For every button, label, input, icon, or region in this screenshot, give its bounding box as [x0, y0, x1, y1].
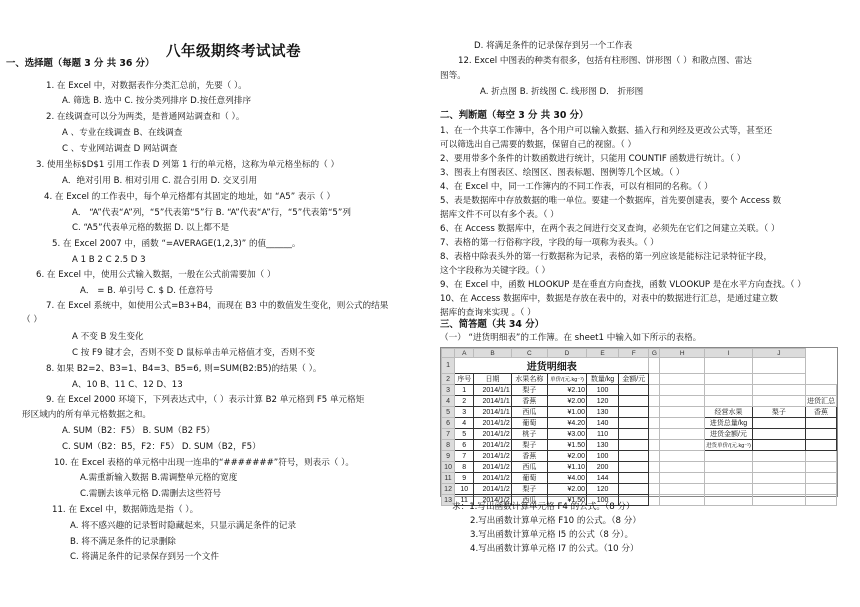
question-line: 8. 如果 B2=2、B3=1、B4=3、B5=6, 则=SUM(B2:B5)的结果（ ）。 [46, 364, 322, 374]
summary-header: 香蕉 [806, 407, 837, 418]
summary-title: 进货汇总 [806, 396, 837, 407]
cell-amount [619, 396, 649, 407]
cell-fruit: 香蕉 [511, 451, 547, 462]
table-row [442, 462, 837, 473]
section-heading: 一、选择题（每题 3 分 共 36 分） [6, 58, 155, 69]
column-header: I [705, 349, 753, 358]
cell-quantity: 200 [587, 462, 619, 473]
cell-index: 10 [455, 484, 474, 495]
question-line: 图等。 [440, 71, 466, 81]
cell-date: 2014/1/2 [474, 484, 511, 495]
cell-empty [705, 462, 753, 473]
cell-price: ¥1.10 [547, 462, 586, 473]
row-number: 11 [442, 473, 455, 484]
row-number: 9 [442, 451, 455, 462]
cell-empty [660, 484, 705, 495]
column-header: B [474, 349, 511, 358]
statement-line: 5、表是数据库中存放数据的唯一单位。要建一个数据库，首先要创建表，要个 Access 数 [440, 196, 782, 206]
statement-line: 2、要用带多个条件的计数函数进行统计，只能用 COUNTIF 函数进行统计。（ ） [440, 154, 746, 164]
row-number: 7 [442, 429, 455, 440]
column-header: D [547, 349, 586, 358]
table-row [442, 418, 837, 429]
cell-price: ¥2.10 [547, 385, 586, 396]
cell-price: ¥1.00 [547, 407, 586, 418]
cell-quantity: 130 [587, 407, 619, 418]
cell-fruit: 葡萄 [511, 418, 547, 429]
summary-row-label: 进货金额/元 [705, 429, 753, 440]
option-line: A 不变 B 发生变化 [72, 332, 144, 342]
cell-index: 7 [455, 451, 474, 462]
question-line: 1. 在 Excel 中，对数据表作分类汇总前，先要（ ）。 [46, 81, 247, 91]
summary-header: 梨子 [752, 407, 805, 418]
cell-empty [649, 385, 660, 396]
ask-line: 3.写出函数计算单元格 I5 的公式（8 分）。 [470, 530, 634, 540]
cell-empty [752, 451, 805, 462]
cell-fruit: 梨子 [511, 484, 547, 495]
option-line: B. 将不满足条件的记录删除 [70, 537, 176, 547]
cell-empty [660, 473, 705, 484]
cell-date: 2014/1/2 [474, 440, 511, 451]
cell-empty [806, 473, 837, 484]
table-row [442, 473, 837, 484]
cell-price: ¥1.50 [547, 440, 586, 451]
statement-line: 7、表格的第一行俗称字段，字段的每一项称为表头。（ ） [440, 238, 659, 248]
cell-empty [752, 484, 805, 495]
option-line: C. SUM（B2：B5，F2：F5） D. SUM（B2，F5） [62, 442, 261, 452]
cell-empty [649, 407, 660, 418]
cell-date: 2014/1/1 [474, 407, 511, 418]
column-header: F [619, 349, 649, 358]
cell-empty [649, 484, 660, 495]
option-line: A、10 B、11 C、12 D、13 [72, 380, 183, 390]
question-line: 7. 在 Excel 系统中，如使用公式=B3+B4，而现在 B3 中的数值发生变化，则公式的结果 [46, 301, 389, 311]
cell-empty [806, 451, 837, 462]
cell-quantity: 144 [587, 473, 619, 484]
cell-empty [806, 385, 837, 396]
spreadsheet-image [440, 347, 838, 504]
cell-empty [660, 385, 705, 396]
option-line: A． = B. 单引号 C. $ D. 任意符号 [80, 286, 214, 296]
header-cell: 单价/(元.kg⁻¹) [547, 374, 586, 385]
cell-empty [705, 451, 753, 462]
cell-index: 1 [455, 385, 474, 396]
question-line: （ ） [22, 315, 42, 325]
cell-index: 9 [455, 473, 474, 484]
option-line: C 按 F9 键才会，否则不变 D 鼠标单击单元格值才变，否则不变 [72, 348, 315, 358]
cell-quantity: 100 [587, 495, 619, 506]
cell-amount [619, 385, 649, 396]
statement-line: 3、图表上有图表区、绘图区、图表标题、图例等几个区域。（ ） [440, 168, 685, 178]
cell-price: ¥2.00 [547, 451, 586, 462]
cell-empty [649, 462, 660, 473]
cell-fruit: 葡萄 [511, 473, 547, 484]
cell-date: 2014/1/2 [474, 418, 511, 429]
cell-quantity: 130 [587, 440, 619, 451]
option-line: C. “A5”代表单元格的数据 D. 以上都不是 [72, 223, 230, 233]
cell-index: 6 [455, 440, 474, 451]
statement-line: 据库的查询来实现 。（ ） [440, 308, 536, 318]
question-line: 12. Excel 中图表的种类有很多，包括有柱形图、饼形图（ ）和散点图、雷达 [458, 56, 752, 66]
cell-amount [619, 429, 649, 440]
cell-empty [705, 484, 753, 495]
cell-fruit: 桃子 [511, 429, 547, 440]
question-line: 4. 在 Excel 的工作表中，每个单元格都有其固定的地址，如 “A5” 表示（ ） [44, 192, 336, 202]
column-header: J [752, 349, 805, 358]
cell-fruit: 香蕉 [511, 396, 547, 407]
row-number: 10 [442, 462, 455, 473]
cell-amount [619, 473, 649, 484]
question-line: 11. 在 Excel 中，数据筛选是指（ ）。 [52, 505, 199, 515]
sheet-row [442, 374, 837, 385]
cell-empty [752, 473, 805, 484]
table-row [442, 396, 837, 407]
option-line: C. 将满足条件的记录保存到另一个文件 [70, 552, 219, 562]
cell-empty [649, 418, 660, 429]
cell-fruit: 西瓜 [511, 495, 547, 506]
header-cell: 金额/元 [619, 374, 649, 385]
statement-line: 可以筛选出自己需要的数据，保留自己的视窗。（ ） [440, 140, 637, 150]
header-cell: 日期 [474, 374, 511, 385]
cell-fruit: 梨子 [511, 440, 547, 451]
cell-price: ¥4.00 [547, 473, 586, 484]
cell-amount [619, 462, 649, 473]
cell-empty [649, 440, 660, 451]
summary-row-label: 进货单价/(元.kg⁻¹) [705, 440, 753, 451]
cell-price: ¥4.20 [547, 418, 586, 429]
question-line: 形区域内的所有单元格数据之和。 [22, 410, 151, 420]
question-line: 9. 在 Excel 2000 环境下，下列表达式中，（ ）表示计算 B2 单元格到 F5 单元格矩 [46, 395, 365, 405]
cell-date: 2014/1/2 [474, 473, 511, 484]
row-number: 12 [442, 484, 455, 495]
sheet-row [442, 358, 837, 374]
cell-quantity: 100 [587, 451, 619, 462]
cell-price: ¥3.00 [547, 429, 586, 440]
statement-line: 8、表格中除表头外的第一行数据称为记录，表格的第一列应该是能标注记录特征字段， [440, 252, 773, 262]
option-line: A．绝对引用 B. 相对引用 C. 混合引用 D. 交叉引用 [62, 176, 258, 186]
summary-header: 经营水果 [705, 407, 753, 418]
cell-date: 2014/1/2 [474, 462, 511, 473]
data-rows [442, 385, 837, 506]
column-header: A [455, 349, 474, 358]
cell-empty [660, 407, 705, 418]
statement-line: 据库文件不可以有多个表。（ ） [440, 210, 559, 220]
cell-index: 5 [455, 429, 474, 440]
cell-empty [660, 440, 705, 451]
cell-index: 11 [455, 495, 474, 506]
option-line: A. 折点图 B. 折线图 C. 线形图 D． 折形图 [480, 87, 644, 97]
summary-cell [752, 418, 805, 429]
statement-line: 10、在 Access 数据库中，数据是存放在表中的，对表中的数据进行汇总，是通过建立数 [440, 294, 779, 304]
header-cell: 序号 [455, 374, 474, 385]
table-row [442, 407, 837, 418]
section-heading: 二、判断题（每空 3 分 共 30 分） [440, 110, 589, 121]
cell-quantity: 120 [587, 484, 619, 495]
ask-line: 求：1.写出函数计算单元格 F4 的公式。（8 分） [452, 502, 635, 512]
ask-line: 4.写出函数计算单元格 I7 的公式。（10 分） [470, 544, 639, 554]
statement-line: 6、在 Access 数据库中，在两个表之间进行交叉查询，必须先在它们之间建立关联。（ ） [440, 224, 780, 234]
cell-empty [705, 385, 753, 396]
cell-amount [619, 440, 649, 451]
table-row [442, 385, 837, 396]
table-row [442, 429, 837, 440]
cell-empty [660, 462, 705, 473]
option-line: A.需重新输入数据 B.需调整单元格的宽度 [80, 473, 238, 483]
cell-index: 8 [455, 462, 474, 473]
summary-row-label: 进货总量/kg [705, 418, 753, 429]
header-cell: 数量/kg [587, 374, 619, 385]
statement-line: 4、在 Excel 中，同一工作簿内的不同工作表，可以有相同的名称。（ ） [440, 182, 713, 192]
cell-empty [752, 396, 805, 407]
cell-empty [806, 495, 837, 506]
cell-index: 3 [455, 407, 474, 418]
row-number: 2 [442, 374, 455, 385]
cell-empty [649, 473, 660, 484]
statement-line: 9、在 Excel 中，函数 HLOOKUP 是在垂直方向查找，函数 VLOOKUP 是在水平方向查找。（ ） [440, 280, 806, 290]
cell-amount [619, 418, 649, 429]
cell-empty [649, 495, 660, 506]
cell-empty [649, 396, 660, 407]
column-header: C [511, 349, 547, 358]
table-row [442, 440, 837, 451]
option-line: C 、专业网站调查 D 网站调查 [62, 144, 178, 154]
cell-empty [752, 495, 805, 506]
summary-cell [806, 418, 837, 429]
cell-index: 4 [455, 418, 474, 429]
cell-amount [619, 484, 649, 495]
option-line: A. SUM（B2：F5） B. SUM（B2 F5） [62, 426, 215, 436]
row-number: 6 [442, 418, 455, 429]
cell-empty [806, 484, 837, 495]
cell-index: 2 [455, 396, 474, 407]
statement-line: 1、在一个共享工作簿中，各个用户可以输入数据、插入行和列经及更改公式等，甚至还 [440, 126, 773, 136]
table-title: 进货明细表 [455, 358, 649, 374]
option-line: C.需删去该单元格 D.需删去这些符号 [80, 489, 222, 499]
cell-empty [806, 462, 837, 473]
row-number: 3 [442, 385, 455, 396]
row-number: 4 [442, 396, 455, 407]
row-number: 1 [442, 358, 455, 374]
cell-fruit: 西瓜 [511, 407, 547, 418]
option-line: A 1 B 2 C 2.5 D 3 [72, 255, 146, 265]
cell-empty [649, 451, 660, 462]
question-line: 5. 在 Excel 2007 中，函数 “=AVERAGE(1,2,3)” 的值______。 [52, 239, 301, 249]
option-line: A． “A”代表“A”列，“5”代表第“5”行 B. “A”代表“A”行，“5”代表第“5”列 [72, 208, 351, 218]
cell-empty [705, 473, 753, 484]
cell-price: ¥2.00 [547, 484, 586, 495]
cell-fruit: 梨子 [511, 385, 547, 396]
option-line: A 、专业在线调查 B、在线调查 [62, 128, 183, 138]
question-line: 2. 在线调查可以分为两类，是普通网站调查和（ ）。 [46, 112, 245, 122]
cell-date: 2014/1/1 [474, 385, 511, 396]
column-header: G [649, 349, 660, 358]
column-header-row [442, 349, 837, 358]
cell-empty [660, 451, 705, 462]
option-line: A. 将不感兴趣的记录暂时隐藏起来，只显示满足条件的记录 [70, 521, 297, 531]
row-number: 8 [442, 440, 455, 451]
cell-empty [660, 495, 705, 506]
cell-quantity: 140 [587, 418, 619, 429]
row-number: 5 [442, 407, 455, 418]
summary-cell [752, 440, 805, 451]
cell-empty [660, 429, 705, 440]
cell-empty [752, 462, 805, 473]
summary-cell [806, 440, 837, 451]
cell-amount [619, 451, 649, 462]
summary-cell [752, 429, 805, 440]
cell-date: 2014/1/1 [474, 396, 511, 407]
cell-quantity: 110 [587, 429, 619, 440]
option-line: D. 将满足条件的记录保存到另一个工作表 [474, 41, 633, 51]
cell-quantity: 100 [587, 385, 619, 396]
column-header: H [660, 349, 705, 358]
question-line: 10. 在 Excel 表格的单元格中出现一连串的“#######”符号，则表示（ ）。 [54, 458, 355, 468]
cell-fruit: 西瓜 [511, 462, 547, 473]
cell-empty [660, 396, 705, 407]
row-number: 13 [442, 495, 455, 506]
table-row [442, 484, 837, 495]
spreadsheet-grid [441, 348, 837, 506]
cell-date: 2014/1/2 [474, 495, 511, 506]
question-intro: （一） “进货明细表”的工作簿。在 sheet1 中输入如下所示的表格。 [440, 333, 702, 343]
section-heading: 三、简答题（共 34 分） [440, 319, 544, 330]
option-line: A. 筛选 B. 选中 C. 按分类列排序 D.按任意列排序 [62, 96, 252, 106]
question-line: 3. 使用坐标$D$1 引用工作表 D 列第 1 行的单元格，这称为单元格坐标的（ ） [36, 160, 340, 170]
exam-title: 八年级期终考试试卷 [166, 44, 301, 60]
cell-amount [619, 407, 649, 418]
cell-empty [705, 495, 753, 506]
cell-date: 2014/1/2 [474, 429, 511, 440]
cell-price: ¥2.00 [547, 396, 586, 407]
cell-quantity: 120 [587, 396, 619, 407]
cell-empty [705, 396, 753, 407]
cell-date: 2014/1/2 [474, 451, 511, 462]
cell-price: ¥1.50 [547, 495, 586, 506]
cell-empty [649, 429, 660, 440]
ask-line: 2.写出函数计算单元格 F10 的公式。（8 分） [470, 516, 641, 526]
cell-empty [660, 418, 705, 429]
summary-cell [806, 429, 837, 440]
column-header: E [587, 349, 619, 358]
header-cell: 水果名称 [511, 374, 547, 385]
table-row [442, 451, 837, 462]
statement-line: 这个字段称为关键字段。（ ） [440, 266, 551, 276]
cell-empty [752, 385, 805, 396]
question-line: 6. 在 Excel 中，使用公式输入数据，一般在公式前需要加（ ） [36, 270, 276, 280]
